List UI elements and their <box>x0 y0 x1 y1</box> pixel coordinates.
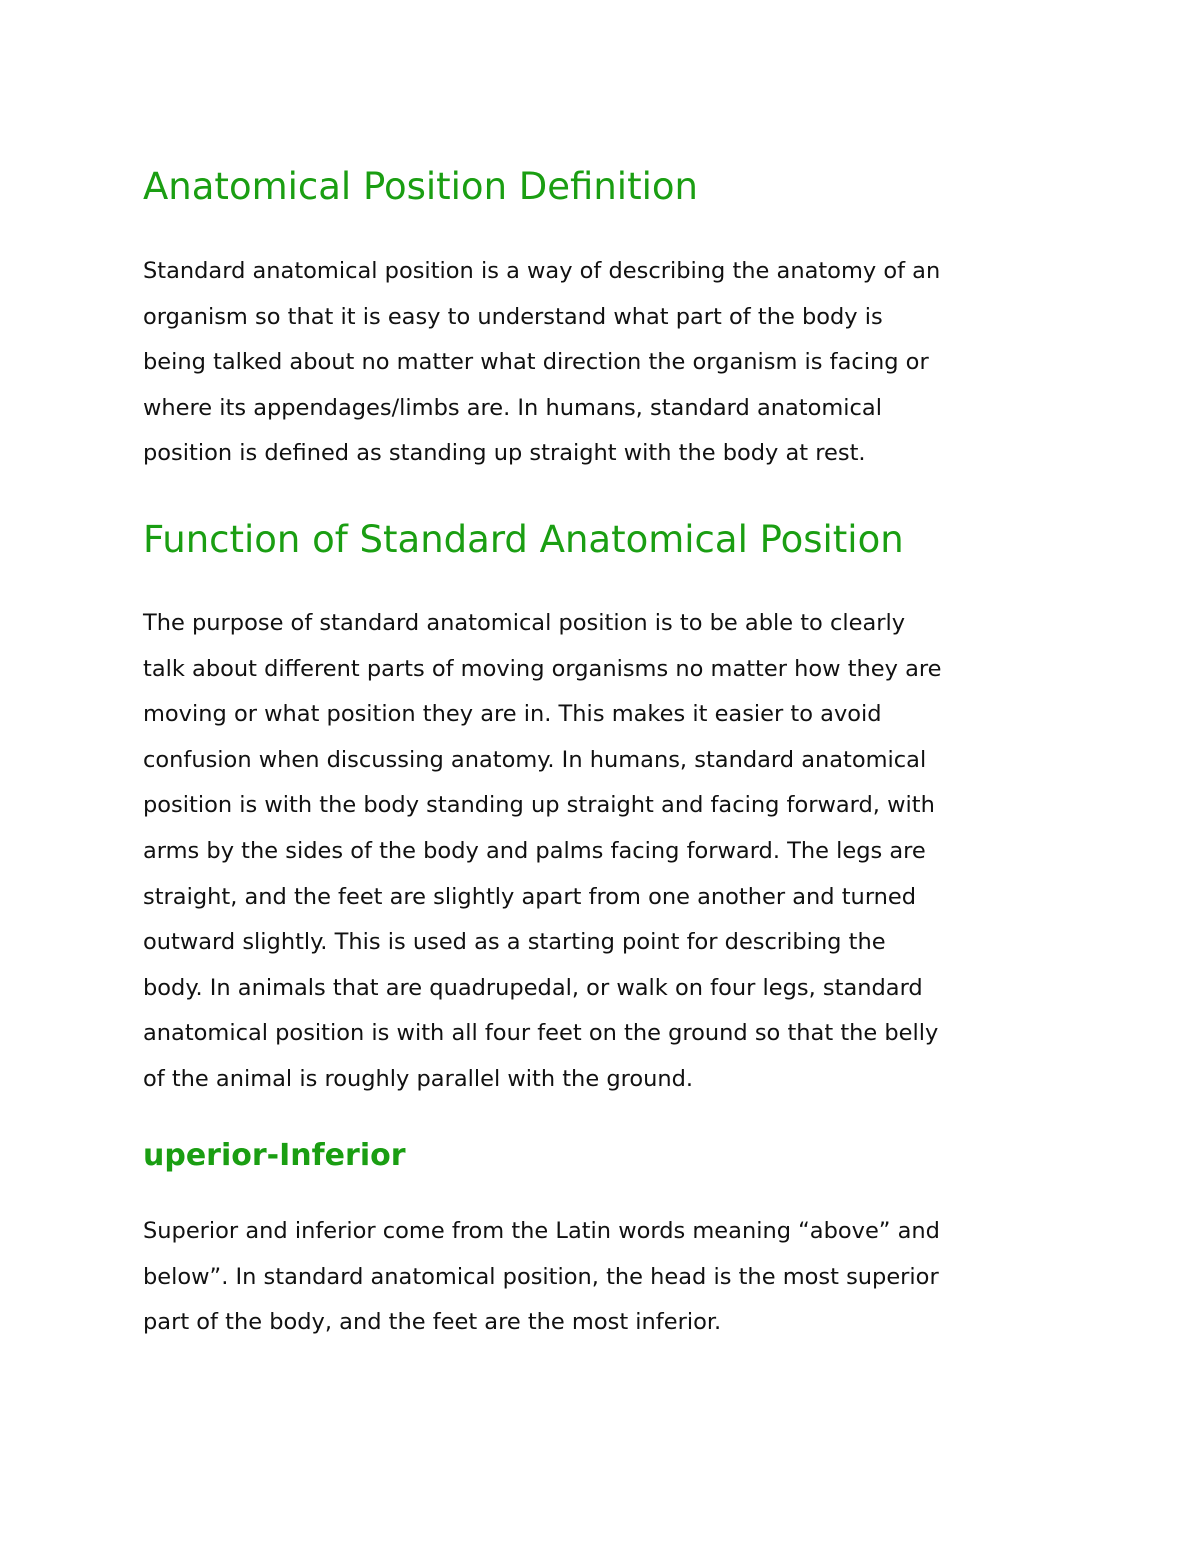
paragraph-line: The purpose of standard anatomical position is to be able to clearly <box>143 610 906 636</box>
paragraph-line: outward slightly. This is used as a starting point for describing the <box>143 929 886 956</box>
paragraph-function-of-standard-anatomical-position <box>143 601 1063 1103</box>
paragraph-superior-inferior <box>143 1209 1063 1346</box>
paragraph-line: talk about different parts of moving organisms no matter how they are <box>143 655 942 682</box>
paragraph-line: Superior and inferior come from the Latin words meaning “above” and <box>143 1218 940 1244</box>
paragraph-anatomical-position-definition <box>143 249 1063 477</box>
paragraph-line: position is with the body standing up straight and facing forward, with <box>143 792 935 819</box>
paragraph-line: confusion when discussing anatomy. In humans, standard anatomical <box>143 746 927 773</box>
paragraph-line: arms by the sides of the body and palms facing forward. The legs are <box>143 837 926 864</box>
section-heading-function-of-standard-anatomical-position: Function of Standard Anatomical Position <box>143 518 904 561</box>
paragraph-line: Standard anatomical position is a way of describing the anatomy of an <box>143 258 941 284</box>
paragraph-line: organism so that it is easy to understand what part of the body is <box>143 303 883 330</box>
paragraph-line: of the animal is roughly parallel with the ground. <box>143 1065 694 1092</box>
paragraph-line: being talked about no matter what direction the organism is facing or <box>143 349 929 376</box>
paragraph-line: body. In animals that are quadrupedal, or walk on four legs, standard <box>143 974 923 1001</box>
paragraph-line: part of the body, and the feet are the most inferior. <box>143 1309 722 1336</box>
paragraph-line: below”. In standard anatomical position, the head is the most superior <box>143 1263 939 1290</box>
paragraph-line: anatomical position is with all four feet on the ground so that the belly <box>143 1020 939 1047</box>
paragraph-line: position is defined as standing up straight with the body at rest. <box>143 440 866 467</box>
section-heading-anatomical-position-definition: Anatomical Position Definition <box>143 165 698 208</box>
paragraph-line: moving or what position they are in. This makes it easier to avoid <box>143 701 882 728</box>
section-heading-superior-inferior: uperior-Inferior <box>143 1138 406 1173</box>
paragraph-line: straight, and the feet are slightly apart from one another and turned <box>143 883 917 910</box>
paragraph-line: where its appendages/limbs are. In humans, standard anatomical <box>143 394 882 421</box>
